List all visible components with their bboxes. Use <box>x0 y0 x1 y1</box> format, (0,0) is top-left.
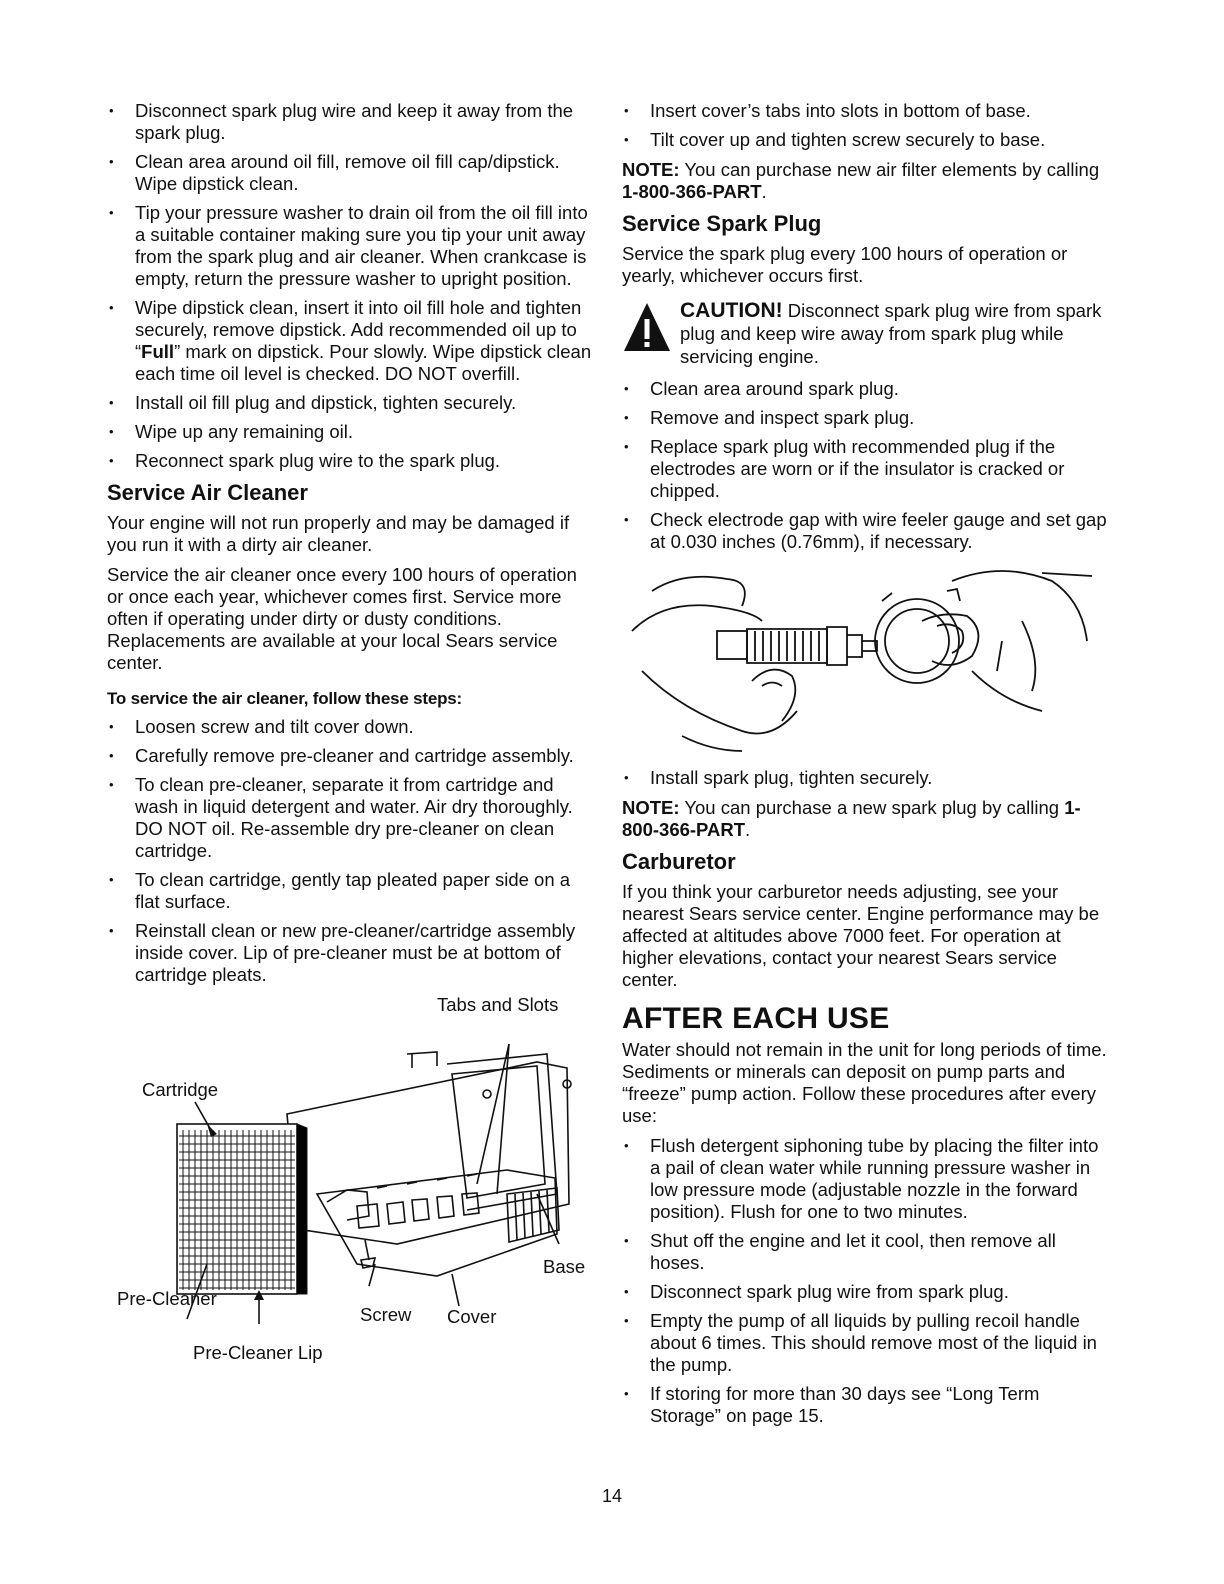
list-item: • Install spark plug, tighten securely. <box>622 767 1112 789</box>
text-run: ” mark on dipstick. Pour slowly. Wipe dipstick clean each time oil level is checked. DO NOT overfill. <box>135 341 592 384</box>
label-screw: Screw <box>360 1304 412 1325</box>
spark-plug-schedule: Service the spark plug every 100 hours of operation or yearly, whichever occurs first. <box>622 243 1068 286</box>
warning-triangle-icon <box>622 301 672 353</box>
note-label: NOTE: <box>622 797 680 818</box>
after-each-use-intro: Water should not remain in the unit for long periods of time. Sediments or minerals can deposit on pump parts and “freeze” pump action. Follow these procedures after every use: <box>622 1039 1107 1126</box>
list-item: • Tilt cover up and tighten screw securely to base. <box>622 129 1112 151</box>
list-item: • Remove and inspect spark plug. <box>622 407 1112 429</box>
left-column <box>107 100 595 1374</box>
carburetor-heading: Carburetor <box>622 849 736 874</box>
list-item: • To clean cartridge, gently tap pleated paper side on a flat surface. <box>107 869 595 913</box>
air-cleaner-schedule: Service the air cleaner once every 100 hours of operation or once each year, whichever comes first. Service more often if operating under dirty or dusty conditions. Replacements are available at your local Sears service center. <box>107 564 577 673</box>
after-each-use-heading: AFTER EACH USE <box>622 1002 890 1035</box>
install-step <box>622 767 1112 789</box>
oil-change-steps <box>107 100 595 472</box>
page-number: 14 <box>601 1486 623 1506</box>
label-pre-cleaner: Pre-Cleaner <box>117 1288 217 1309</box>
list-item: • Loosen screw and tilt cover down. <box>107 716 595 738</box>
list-item: • Install oil fill plug and dipstick, tighten securely. <box>107 392 595 414</box>
list-item: • If storing for more than 30 days see “Long Term Storage” on page 15. <box>622 1383 1112 1427</box>
list-item: • To clean pre-cleaner, separate it from cartridge and wash in liquid detergent and water. Air dry thoroughly. DO NOT oil. Re-assemble dry pre-cleaner on clean cartridge. <box>107 774 595 862</box>
list-item: • Replace spark plug with recommended plug if the electrodes are worn or if the insulator is cracked or chipped. <box>622 436 1112 502</box>
spark-plug-steps <box>622 378 1112 553</box>
list-item: • Empty the pump of all liquids by pulling recoil handle about 6 times. This should remove most of the liquid in the pump. <box>622 1310 1112 1376</box>
air-cleaner-intro: Your engine will not run properly and may be damaged if you run it with a dirty air cleaner. <box>107 512 570 555</box>
list-item: • Disconnect spark plug wire from spark plug. <box>622 1281 1112 1303</box>
list-item: • Wipe up any remaining oil. <box>107 421 595 443</box>
list-item: • Clean area around spark plug. <box>622 378 1112 400</box>
caution-notice <box>622 299 1112 368</box>
phone-number: 1-800-366-PART <box>622 181 762 202</box>
note-end: . <box>745 819 751 840</box>
list-item: • Shut off the engine and let it cool, then remove all hoses. <box>622 1230 1112 1274</box>
air-cleaner-drawing <box>107 994 597 1374</box>
cover-reinstall-steps <box>622 100 1112 151</box>
list-item: • Disconnect spark plug wire and keep it away from the spark plug. <box>107 100 595 144</box>
phone-number: 1-800-366-PART <box>622 797 1081 840</box>
air-cleaner-steps-heading: To service the air cleaner, follow these steps: <box>107 689 462 708</box>
spark-plug-illustration <box>622 561 1112 761</box>
list-item: • Tip your pressure washer to drain oil from the oil fill into a suitable container making sure you tip your unit away from the spark plug and air cleaner. When crankcase is empty, return the pressure washer to upright position. <box>107 202 595 290</box>
caution-text: Disconnect spark plug wire from spark plug and keep wire away from spark plug while servicing engine. <box>680 300 1102 367</box>
note-text: You can purchase new air filter elements by calling <box>679 159 1100 180</box>
air-cleaner-illustration <box>107 994 597 1374</box>
spark-plug-drawing <box>622 561 1112 761</box>
list-item: • Carefully remove pre-cleaner and cartridge assembly. <box>107 745 595 767</box>
note-air-filter <box>622 159 1112 203</box>
label-cover: Cover <box>447 1306 497 1327</box>
list-item: • Insert cover’s tabs into slots in bottom of base. <box>622 100 1112 122</box>
carburetor-text: If you think your carburetor needs adjusting, see your nearest Sears service center. Engine performance may be affected at altitudes above 7000 feet. For operation at higher elevations, contact your nearest Sears service center. <box>622 881 1100 990</box>
label-tabs-and-slots: Tabs and Slots <box>437 994 559 1015</box>
note-label: NOTE: <box>622 159 680 180</box>
list-item: • Check electrode gap with wire feeler gauge and set gap at 0.030 inches (0.76mm), if necessary. <box>622 509 1112 553</box>
note-text: You can purchase a new spark plug by calling <box>679 797 1065 818</box>
service-air-cleaner-heading: Service Air Cleaner <box>107 480 308 505</box>
full-mark-label: Full <box>141 341 175 362</box>
note-end: . <box>761 181 767 202</box>
label-pre-cleaner-lip: Pre-Cleaner Lip <box>193 1342 323 1363</box>
list-item: • Reinstall clean or new pre-cleaner/cartridge assembly inside cover. Lip of pre-cleaner must be at bottom of cartridge pleats. <box>107 920 595 986</box>
note-spark-plug <box>622 797 1112 841</box>
service-spark-plug-heading: Service Spark Plug <box>622 211 822 236</box>
list-item: • Flush detergent siphoning tube by placing the filter into a pail of clean water while running pressure washer in low pressure mode (adjustable nozzle in the forward position). Flush for one to two minutes. <box>622 1135 1112 1223</box>
list-item: • Reconnect spark plug wire to the spark plug. <box>107 450 595 472</box>
text-run: Wipe dipstick clean, insert it into oil fill hole and tighten securely, remove dipstick. Add recommended oil up to “ <box>135 297 582 362</box>
label-cartridge: Cartridge <box>142 1079 219 1100</box>
air-cleaner-steps <box>107 716 595 986</box>
after-each-use-steps <box>622 1135 1112 1427</box>
label-base: Base <box>543 1256 586 1277</box>
list-item: • Clean area around oil fill, remove oil fill cap/dipstick. Wipe dipstick clean. <box>107 151 595 195</box>
list-item <box>107 297 595 385</box>
caution-word: CAUTION! <box>680 299 783 322</box>
right-column <box>622 100 1112 1435</box>
